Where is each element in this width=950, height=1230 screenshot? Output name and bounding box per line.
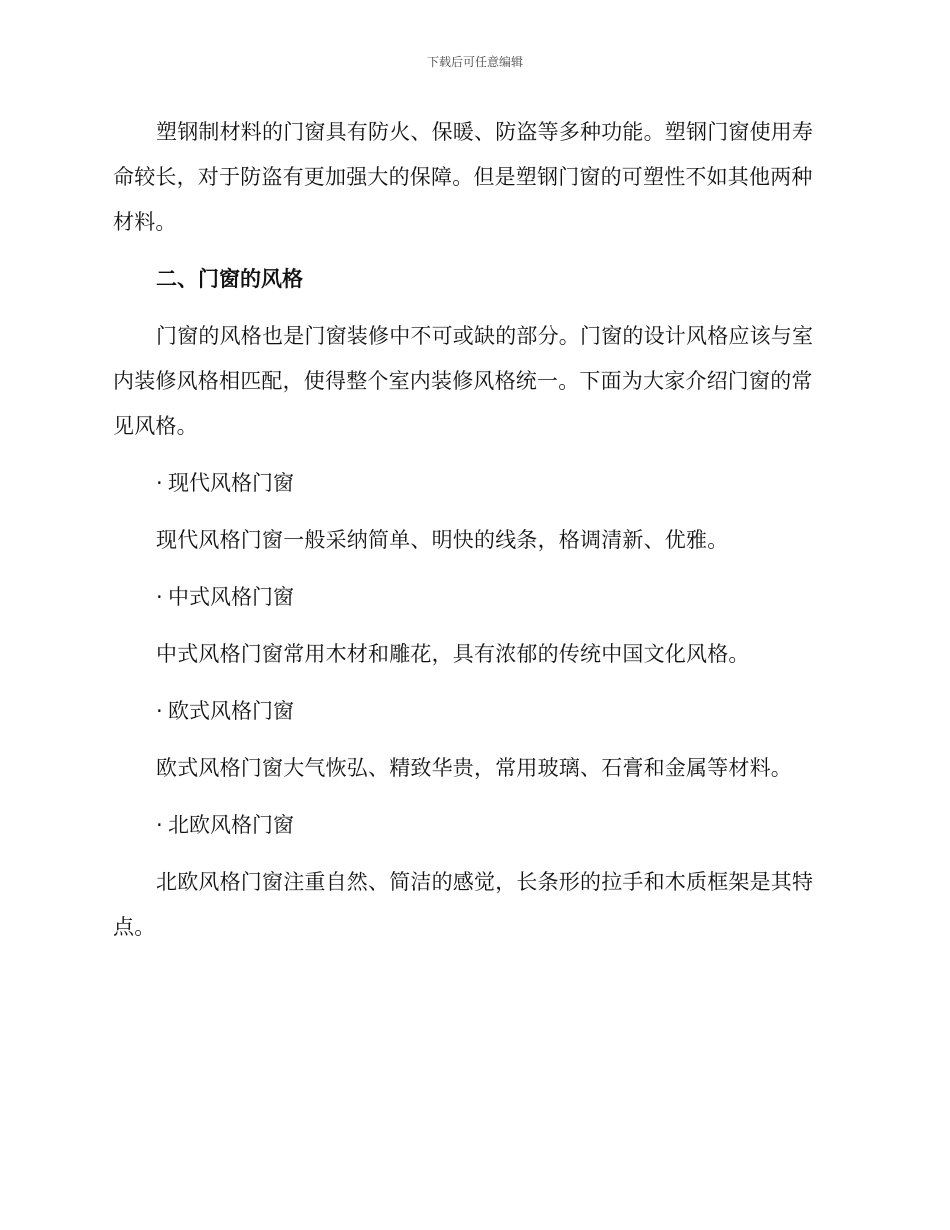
- bullet-dot-icon: ·: [156, 699, 163, 723]
- bullet-title-chinese: [113, 575, 831, 620]
- style-desc-block-chinese: [113, 632, 831, 677]
- paragraph-style-intro: 门窗的风格也是门窗装修中不可或缺的部分。门窗的设计风格应该与室内装修风格相匹配，使得整个室内装修风格统一。下面为大家介绍门窗的常见风格。: [113, 324, 814, 438]
- style-item-european: [113, 689, 831, 734]
- style-desc-block-nordic: [113, 860, 831, 950]
- section-intro-block: [113, 314, 831, 449]
- style-desc-nordic: 北欧风格门窗注重自然、简洁的感觉，长条形的拉手和木质框架是其特点。: [113, 870, 814, 939]
- style-desc-block-modern: [113, 518, 831, 563]
- bullet-title-text: 中式风格门窗: [168, 585, 294, 609]
- bullet-title-nordic: [113, 803, 831, 848]
- bullet-title-modern: [113, 461, 831, 506]
- bullet-title-european: [113, 689, 831, 734]
- bullet-dot-icon: ·: [156, 813, 163, 837]
- section-style: [113, 257, 831, 302]
- style-item-nordic: [113, 803, 831, 848]
- bullet-title-text: 北欧风格门窗: [168, 813, 294, 837]
- bullet-title-text: 现代风格门窗: [168, 471, 294, 495]
- bullet-dot-icon: ·: [156, 585, 163, 609]
- style-desc-chinese: 中式风格门窗常用木材和雕花，具有浓郁的传统中国文化风格。: [156, 642, 750, 666]
- bullet-title-text: 欧式风格门窗: [168, 699, 294, 723]
- style-item-chinese: [113, 575, 831, 620]
- style-item-modern: [113, 461, 831, 506]
- style-desc-european: 欧式风格门窗大气恢弘、精致华贵，常用玻璃、石膏和金属等材料。: [156, 756, 792, 780]
- header-note: 下载后可任意编辑: [426, 55, 523, 69]
- bullet-dot-icon: ·: [156, 471, 163, 495]
- document-body: [113, 110, 831, 950]
- paragraph-material: 塑钢制材料的门窗具有防火、保暖、防盗等多种功能。塑钢门窗使用寿命较长，对于防盗有更加强大的保障。但是塑钢门窗的可塑性不如其他两种材料。: [113, 120, 814, 234]
- style-desc-modern: 现代风格门窗一般采纳简单、明快的线条，格调清新、优雅。: [156, 528, 729, 552]
- style-desc-block-european: [113, 746, 831, 791]
- section-heading: 二、门窗的风格: [156, 267, 303, 291]
